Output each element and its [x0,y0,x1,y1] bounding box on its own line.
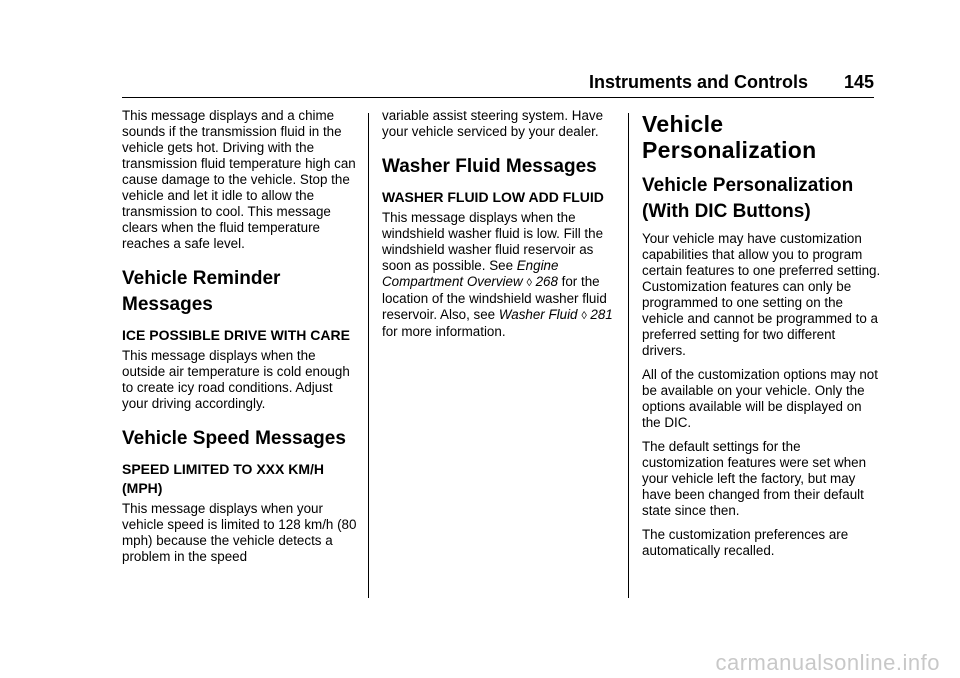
vehicle-personalization-heading: Vehicle Personalization [642,111,817,163]
column-1 [122,108,362,573]
steering-continued-text: variable assist steering system. Have your vehicle serviced by your dealer. [382,108,604,139]
page-number: 145 [843,72,874,92]
washer-fluid-low-heading: WASHER FLUID LOW ADD FLUID [382,189,604,205]
washer-text-part-2: for the location of the windshield washer fluid reservoir. Also, see [382,274,607,322]
section-title: Instruments and Controls [588,72,808,92]
page-header [122,66,874,98]
page-ref-icon: ◊ [581,310,587,322]
washer-fluid-link[interactable] [499,307,613,322]
column-divider-1 [368,113,369,598]
column-divider-2 [628,113,629,598]
personalization-para-2: All of the customization options may not be available on your vehicle. Only the options available will be displayed on the DIC. [642,367,878,430]
vehicle-speed-heading: Vehicle Speed Messages [122,428,346,449]
header-rule [122,97,874,98]
watermark: carmanualsonline.info [715,650,940,675]
personalization-para-4: The customization preferences are automatically recalled. [642,527,849,558]
ice-message-text: This message displays when the outside air temperature is cold enough to create icy road conditions. Adjust your driving accordingly. [122,348,350,411]
washer-text-part-1: This message displays when the windshield washer fluid is low. Fill the windshield washer fluid reservoir as soon as possible. See [382,210,604,273]
dic-buttons-heading: Vehicle Personalization (With DIC Buttons) [642,175,854,222]
vehicle-reminder-heading: Vehicle Reminder Messages [122,268,281,315]
column-2 [382,108,622,348]
washer-fluid-text [382,210,622,340]
washer-fluid-page: 281 [590,307,613,322]
washer-text-part-3: for more information. [382,324,506,339]
washer-fluid-link-title: Washer Fluid [498,307,578,322]
engine-compartment-link-title: Engine Compartment Overview [382,258,559,289]
engine-compartment-page: 268 [535,274,558,289]
speed-limited-text: This message displays when your vehicle speed is limited to 128 km/h (80 mph) because the vehicle detects a problem in the speed [122,501,357,564]
personalization-para-3: The default settings for the customization features were set when your vehicle left the factory, but may have been changed from their default state since then. [642,439,867,518]
personalization-para-1: Your vehicle may have customization capabilities that allow you to program certain features to one preferred setting. Customization features can only be programmed to one setting on the vehicle and cannot be programmed to a preferred setting for two different drivers. [642,231,881,358]
column-3 [642,108,882,567]
page-ref-icon: ◊ [526,277,532,289]
washer-fluid-heading: Washer Fluid Messages [382,156,597,177]
transmission-hot-text: This message displays and a chime sounds if the transmission fluid in the vehicle gets hot. Driving with the transmission fluid temperature high can cause damage to the vehicle. Stop the vehicle and let it idle to allow the transmission to cool. This message clears when the fluid temperature reaches a safe level. [122,108,356,251]
ice-message-heading: ICE POSSIBLE DRIVE WITH CARE [122,327,350,343]
speed-limited-heading: SPEED LIMITED TO XXX KM/H (MPH) [122,461,324,496]
